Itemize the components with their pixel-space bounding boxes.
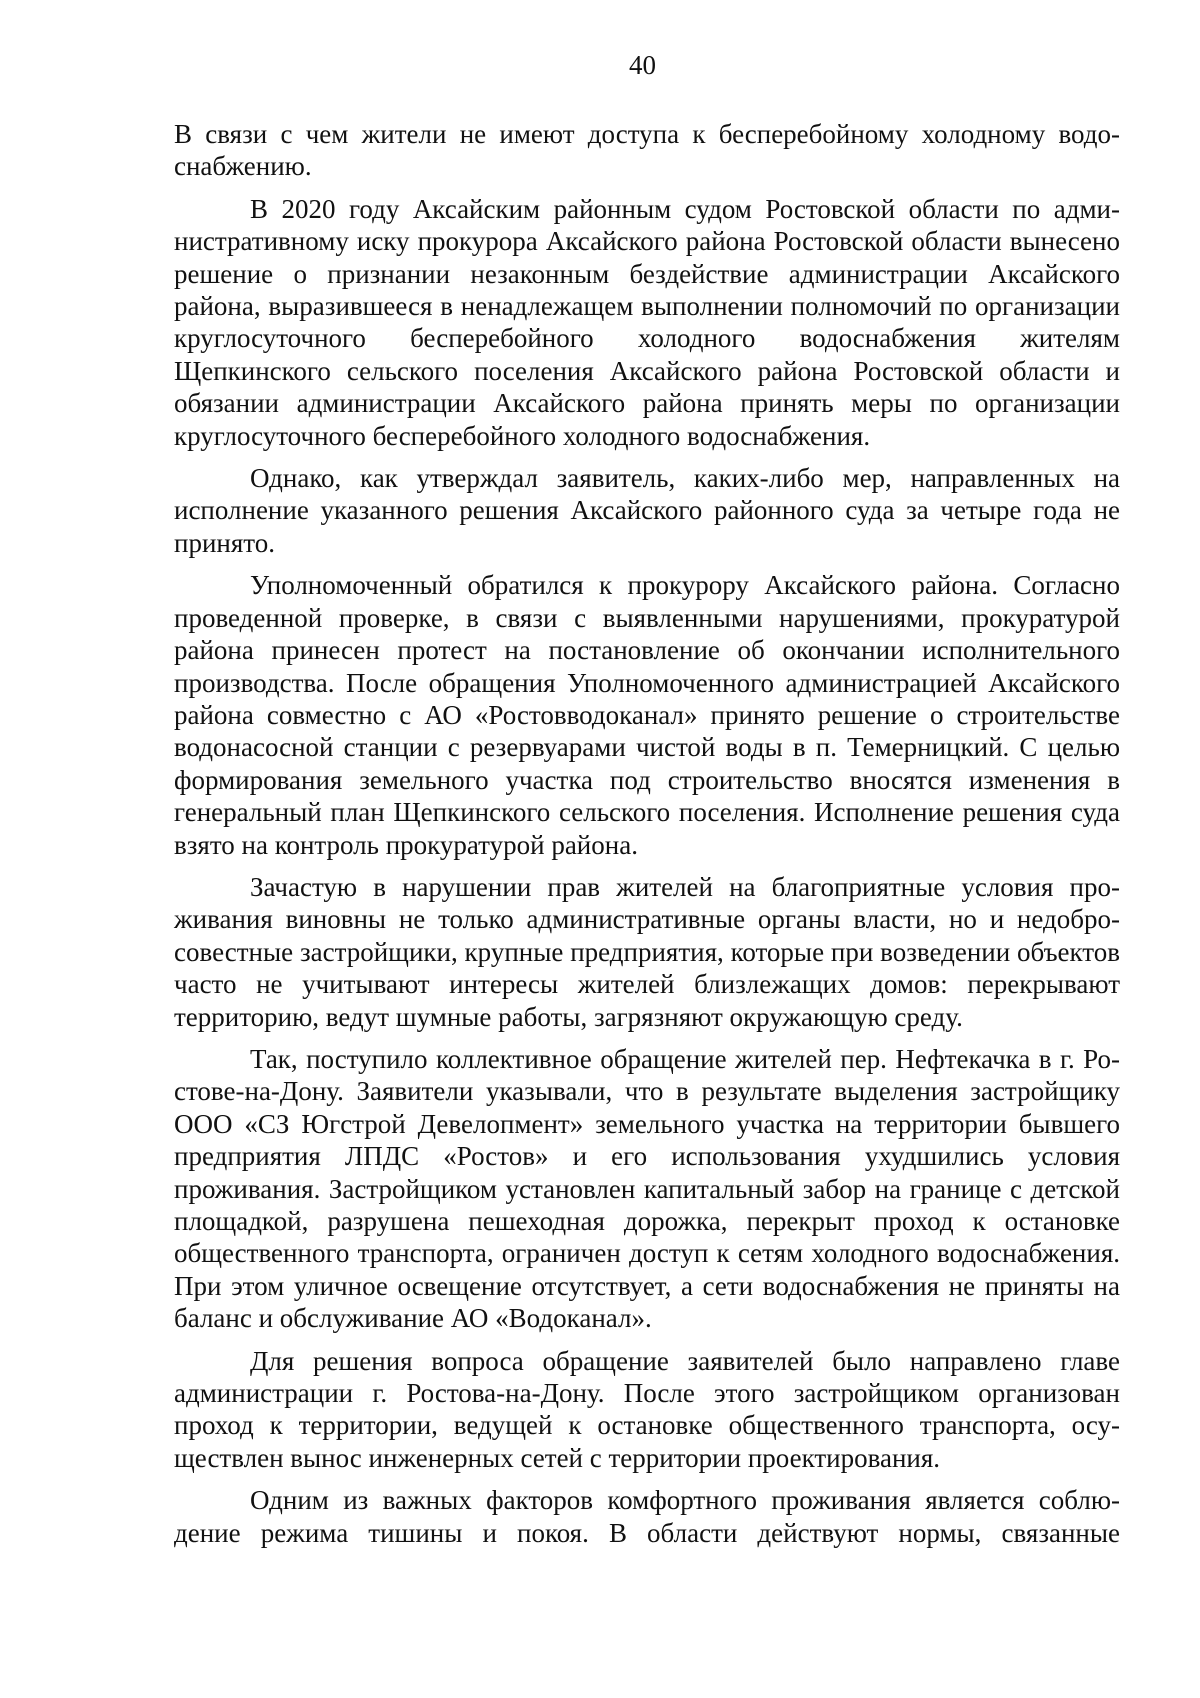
document-body [174,118,1120,1559]
paragraph-2: В 2020 году Аксайским районным судом Ростовской области по административному иску прокурора Аксайского района Ростовской области вынесено решение о признании незаконным бездействие администрации Аксайского района, выразившееся в ненадлежащем выполнении полномочий по организации круглосуточного бесперебойного холодного водоснабжения жителям Щепкинского сельского поселения Аксайского района Ростовской области и обязании администрации Аксайского района принять меры по организации круглосуточного бесперебойного холодного водоснабжения. [174,193,1120,451]
paragraph-7: Для решения вопроса обращение заявителей было направлено главе администрации г. Ростова-на-Дону. После этого застройщиком организован проход к территории, ведущей к остановке общественного транспорта, осуществлен вынос инженерных сетей с территории проектирования. [174,1345,1120,1473]
paragraph-4: Уполномоченный обратился к прокурору Аксайского района. Согласно проведенной проверке, в связи с выявленными нарушениями, прокуратурой района принесен протест на постановление об окончании исполнительного производства. После обращения Уполномоченного администрацией Аксайского района совместно с АО «Ростовводоканал» принято решение о строительстве водонасосной станции с резервуарами чистой воды в п. Темерницкий. С целью формирования земельного участка под строительство вносятся изменения в генеральный план Щепкинского сельского поселения. Исполнение решения суда взято на контроль прокуратурой района. [174,570,1120,860]
paragraph-8: Одним из важных факторов комфортного проживания является соблюдение режима тишины и покоя. В области действуют нормы, связанные [174,1485,1120,1548]
paragraph-3: Однако, как утверждал заявитель, каких-либо мер, направленных на исполнение указанного решения Аксайского районного суда за четыре года не принято. [174,463,1120,558]
paragraph-1: В связи с чем жители не имеют доступа к бесперебойному холодному водоснабжению. [174,119,1120,182]
paragraph-5: Зачастую в нарушении прав жителей на благоприятные условия проживания виновны не только административные органы власти, но и недобросовестные застройщики, крупные предприятия, которые при возведении объектов часто не учитывают интересы жителей близлежащих домов: перекрывают территорию, ведут шумные работы, загрязняют окружающую среду. [174,871,1120,1032]
paragraph-6: Так, поступило коллективное обращение жителей пер. Нефтекачка в г. Ростове-на-Дону. Заявители указывали, что в результате выделения застройщику ООО «СЗ Югстрой Девелопмент» земельного участка на территории бывшего предприятия ЛПДС «Ростов» и его использования ухудшились условия проживания. Застройщиком установлен капитальный забор на границе с детской площадкой, разрушена пешеходная дорожка, перекрыт проход к остановке общественного транспорта, ограничен доступ к сетям холодного водоснабжения. При этом уличное освещение отсутствует, а сети водоснабжения не приняты на баланс и обслуживание АО «Водоканал». [174,1043,1120,1334]
page-number: 40 [629,50,656,80]
